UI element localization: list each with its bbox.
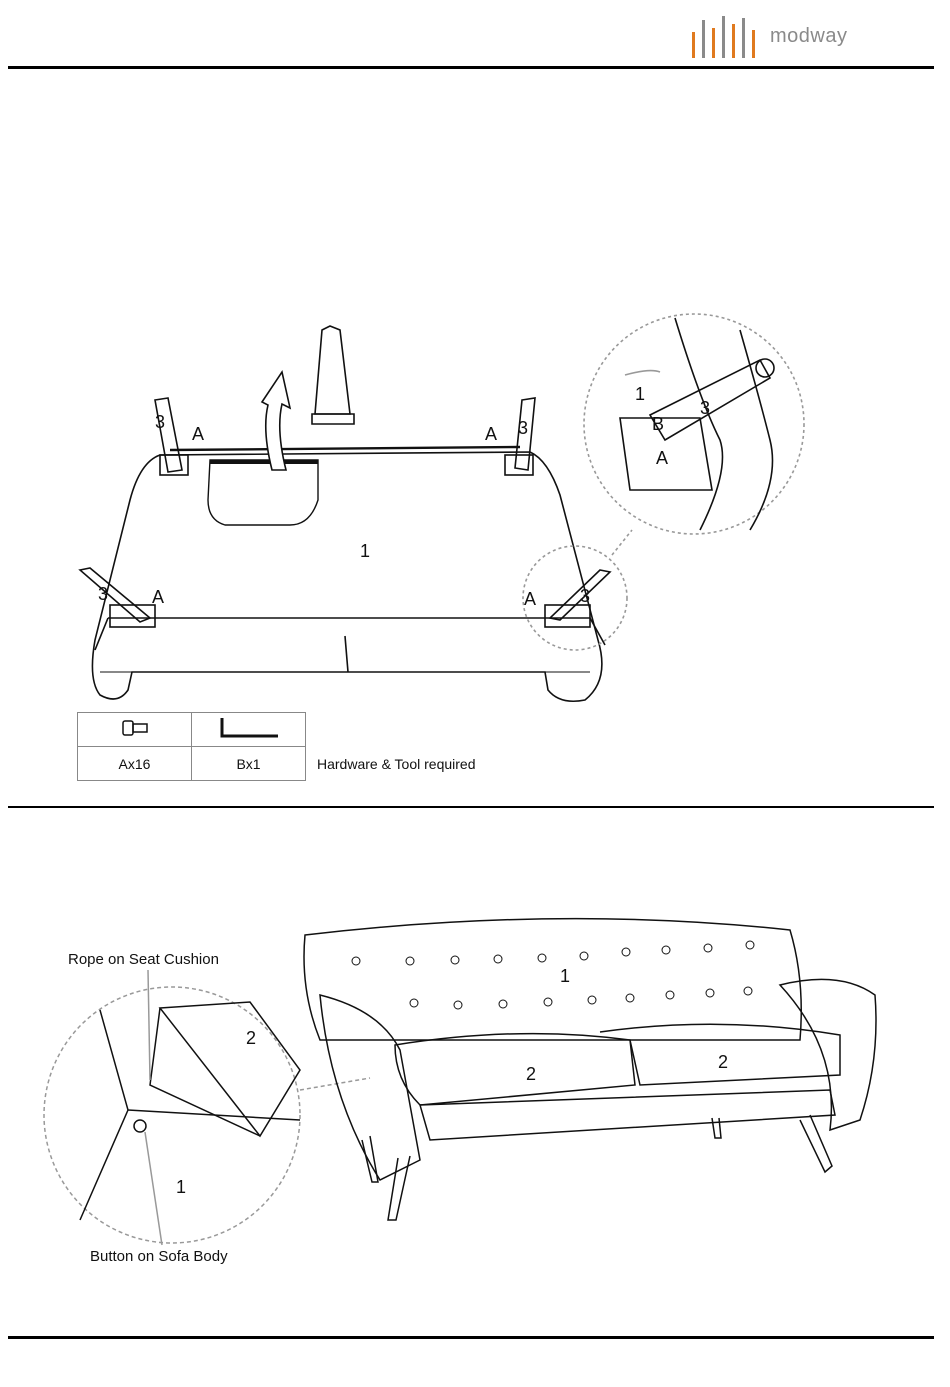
- label-body: 1: [360, 541, 371, 561]
- brand-name: modway: [770, 25, 848, 47]
- label-leg: 3: [518, 418, 529, 438]
- callout-rope: Rope on Seat Cushion: [68, 951, 219, 968]
- label-seat-cushion-left: 2: [526, 1064, 537, 1084]
- label-bolt: A: [524, 589, 537, 609]
- label-bolt: A: [485, 424, 498, 444]
- label-detail-key: B: [652, 414, 665, 434]
- label-leg: 3: [98, 584, 109, 604]
- label-bolt: A: [152, 587, 165, 607]
- label-leg: 3: [580, 586, 591, 606]
- footer-divider: [8, 1336, 934, 1339]
- hardware-note: Hardware & Tool required: [317, 756, 476, 772]
- label-leg: 3: [155, 412, 166, 432]
- label-detail-body: 1: [635, 384, 646, 404]
- label-detail-cushion: 2: [246, 1028, 257, 1048]
- label-sofa-body: 1: [560, 966, 571, 986]
- hardware-icon-cell: [78, 713, 192, 747]
- label-detail-body: 1: [176, 1177, 187, 1197]
- callout-button: Button on Sofa Body: [90, 1248, 228, 1265]
- bolt-icon: [115, 718, 155, 738]
- hardware-qty: Bx1: [192, 747, 306, 781]
- cushion-attachment-diagram: [0, 900, 950, 1260]
- hardware-qty: Ax16: [78, 747, 192, 781]
- label-bolt: A: [192, 424, 205, 444]
- hardware-table: [77, 712, 306, 781]
- label-seat-cushion-right: 2: [718, 1052, 729, 1072]
- step-divider: [8, 806, 934, 808]
- hardware-icon-cell: [192, 713, 306, 747]
- label-detail-leg: 3: [700, 398, 711, 418]
- label-detail-bolt: A: [656, 448, 669, 468]
- allen-key-icon: [214, 716, 284, 740]
